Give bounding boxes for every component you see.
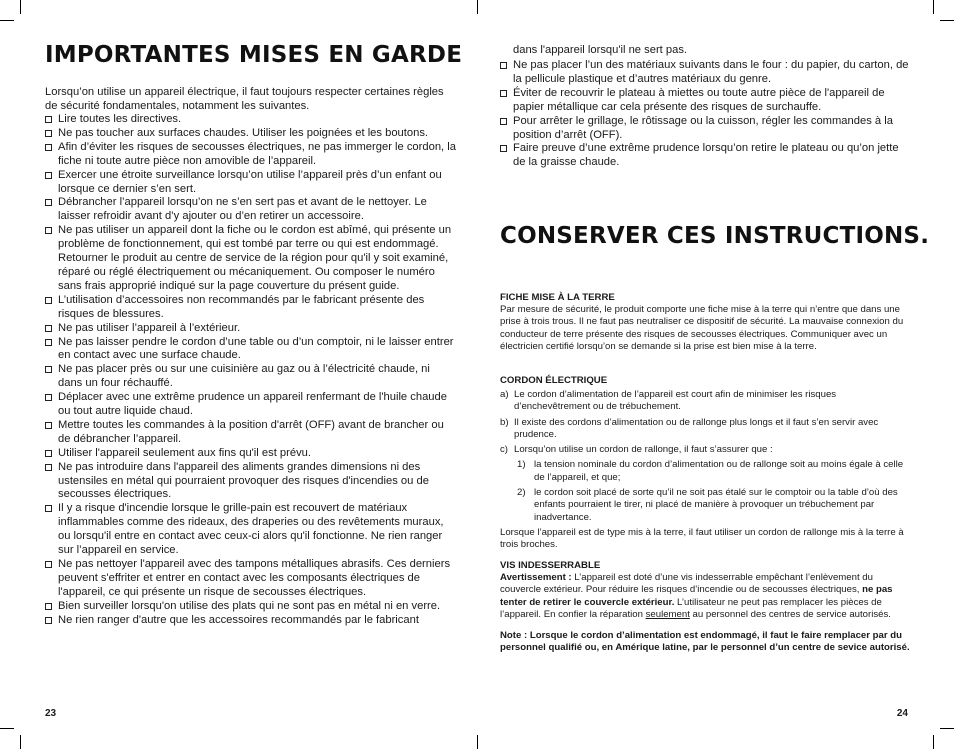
checkbox-icon [45, 505, 52, 512]
list-item: Utiliser l'appareil seulement aux fins qu'il est prévu. [45, 447, 457, 461]
checkbox-icon [45, 422, 52, 429]
checkbox-icon [45, 227, 52, 234]
list-item: Déplacer avec une extrême prudence un appareil renfermant de l'huile chaude ou tout autre liquide chaud. [45, 391, 457, 419]
checkbox-icon [45, 603, 52, 610]
list-item: 2) le cordon soit placé de sorte qu’il ne soit pas étalé sur le comptoir ou la table d’où des enfants pourraient le tirer, ni placé de manière à provoquer un trébuchement par inadvertance. [517, 487, 898, 523]
save-instructions-title: CONSERVER CES INSTRUCTIONS. [500, 223, 930, 249]
list-item: Faire preuve d’une extrême prudence lorsqu’on retire le plateau ou qu’on jette de la graisse chaude. [500, 142, 910, 170]
section-heading: VIS INDESSERRABLE [500, 560, 601, 571]
checkbox-icon [45, 199, 52, 206]
checkbox-icon [45, 450, 52, 457]
list-item: Ne pas laisser pendre le cordon d’une table ou d’un comptoir, ni le laisser entrer en contact avec une surface chaude. [45, 336, 457, 364]
page-number: 24 [896, 708, 908, 719]
checkbox-icon [45, 464, 52, 471]
list-item: Débrancher l’appareil lorsqu’on ne s’en sert pas et avant de le nettoyer. Le laisser refroidir avant d’y ajouter ou d’en retirer un accessoire. [45, 196, 457, 224]
cord-section [500, 375, 910, 552]
list-item: Mettre toutes les commandes à la position d'arrêt (OFF) avant de brancher ou de débrancher l’appareil. [45, 419, 457, 447]
checkbox-icon [45, 561, 52, 568]
list-item: c) Lorsqu’on utilise un cordon de rallonge, il faut s’assurer que : [500, 444, 773, 456]
list-item: Lire toutes les directives. [45, 113, 457, 127]
crop-mark [20, 0, 21, 14]
section-text: Par mesure de sécurité, le produit comporte une fiche mise à la terre qui n’entre que dans une prise à trois trous. Il ne faut pas neutraliser ce dispositif de sécurité. La mauvaise connexion du conducteur de terre présente des risques de secousses électriques. Communiquer avec un électricien certifié lorsqu’on se demande si la prise est bien mise à la terre. [500, 304, 904, 352]
crop-mark [940, 20, 954, 21]
list-item: Ne rien ranger d'autre que les accessoires recommandés par le fabricant [45, 614, 457, 628]
screw-section [500, 560, 910, 655]
list-item: 1) la tension nominale du cordon d’alimentation ou de rallonge soit au moins égale à celle de l’appareil, et que; [517, 459, 904, 483]
list-item: Éviter de recouvrir le plateau à miettes ou toute autre pièce de l'appareil de papier métallique car cela présente des risques de surchauffe. [500, 87, 910, 115]
page-number: 23 [45, 708, 57, 719]
list-item: L’utilisation d’accessoires non recommandés par le fabricant présente des risques de blessures. [45, 294, 457, 322]
checkbox-icon [45, 297, 52, 304]
checkbox-icon [45, 366, 52, 373]
list-item: b) Il existe des cordons d’alimentation ou de rallonge plus longs et il faut s’en servir avec prudence. [500, 416, 879, 440]
list-item: Ne pas toucher aux surfaces chaudes. Utiliser les poignées et les boutons. [45, 127, 457, 141]
list-item: Ne pas introduire dans l'appareil des aliments grandes dimensions ni des ustensiles en métal qui pourraient provoquer des risques d'incendies ou de secousses électriques. [45, 461, 457, 503]
list-item: Il y a risque d'incendie lorsque le grille-pain est recouvert de matériaux inflammables comme des rideaux, des draperies ou des revêtements muraux, ou lorsqu'il entre en contact avec ceux-ci alors qu'il fonctionne. Ne rien ranger sur l’appareil en service. [45, 502, 457, 558]
checkbox-icon [45, 339, 52, 346]
crop-mark [20, 735, 21, 749]
section-text: Lorsque l’appareil est de type mis à la terre, il faut utiliser un cordon de rallonge mis à la terre à trois broches. [500, 526, 904, 551]
list-item: Exercer une étroite surveillance lorsqu’on utilise l’appareil près d’un enfant ou lorsque ce dernier s’en sert. [45, 169, 457, 197]
list-item: Ne pas nettoyer l'appareil avec des tampons métalliques abrasifs. Ces derniers peuvent s'effriter et entrer en contact avec les composants électriques de l'appareil, ce qui présente un risque de secousses électriques. [45, 558, 457, 600]
checkbox-icon [45, 172, 52, 179]
crop-mark [477, 0, 478, 14]
crop-mark [940, 728, 954, 729]
warning-list-continued [500, 59, 910, 170]
crop-mark [933, 0, 934, 14]
checkbox-icon [45, 617, 52, 624]
continuation-text: dans l'appareil lorsqu'il ne sert pas. [513, 44, 688, 56]
checkbox-icon [45, 144, 52, 151]
warning-list [45, 113, 457, 628]
list-item: Ne pas utiliser un appareil dont la fiche ou le cordon est abîmé, qui présente un problème de fonctionnement, qui est tombé par terre ou qui est endommagé. Retourner le produit au centre de service de la région pour qu'il y soit examiné, réparé ou réglé électriquement ou mécaniquement. Ou composer le numéro sans frais approprié indiqué sur la page couverture du présent guide. [45, 224, 457, 294]
checkbox-icon [45, 325, 52, 332]
checkbox-icon [45, 116, 52, 123]
page-title: IMPORTANTES MISES EN GARDE [45, 42, 463, 68]
list-item: Ne pas utiliser l’appareil à l’extérieur. [45, 322, 457, 336]
checkbox-icon [45, 130, 52, 137]
checkbox-icon [500, 118, 507, 125]
crop-mark [0, 728, 14, 729]
list-item: a) Le cordon d’alimentation de l’appareil est court afin de minimiser les risques d’enchevêtrement ou de trébuchement. [500, 389, 837, 413]
crop-mark [0, 20, 14, 21]
checkbox-icon [500, 62, 507, 69]
crop-mark [933, 735, 934, 749]
section-heading: CORDON ÉLECTRIQUE [500, 375, 608, 386]
list-item: Ne pas placer près ou sur une cuisinière au gaz ou à l’électricité chaude, ni dans un four réchauffé. [45, 363, 457, 391]
section-heading: FICHE MISE À LA TERRE [500, 292, 615, 303]
checkbox-icon [500, 145, 507, 152]
section-text: Avertissement : L’appareil est doté d’une vis indesserrable empêchant l’enlèvement du couvercle extérieur. Pour réduire les risques d’incendie ou de secousses électriques, ne pas tenter de retirer le couvercle extérieur. L’utilisateur ne peut pas remplacer les pièces de l’appareil. En confier la réparation seulement au personnel des centres de service autorisés. [500, 572, 893, 620]
list-item: Pour arrêter le grillage, le rôtissage ou la cuisson, régler les commandes à la position d’arrêt (OFF). [500, 115, 910, 143]
checkbox-icon [45, 394, 52, 401]
list-item: Afin d’éviter les risques de secousses électriques, ne pas immerger le cordon, la fiche ni toute autre pièce non amovible de l’appareil. [45, 141, 457, 169]
crop-mark [477, 735, 478, 749]
note-text: Note : Lorsque le cordon d’alimentation est endommagé, il faut le faire remplacer par du personnel qualifié ou, en Amérique latine, par le personnel d’un centre de sevice autorisé. [500, 630, 910, 654]
intro-paragraph: Lorsqu’on utilise un appareil électrique, il faut toujours respecter certaines règles de sécurité fondamentales, notamment les suivantes. [45, 86, 444, 112]
list-item: Ne pas placer l’un des matériaux suivants dans le four : du papier, du carton, de la pellicule plastique et d’autres matériaux du genre. [500, 59, 910, 87]
checkbox-icon [500, 90, 507, 97]
list-item: Bien surveiller lorsqu'on utilise des plats qui ne sont pas en métal ni en verre. [45, 600, 457, 614]
warning-label: Avertissement : [500, 572, 572, 583]
ground-section [500, 292, 910, 353]
